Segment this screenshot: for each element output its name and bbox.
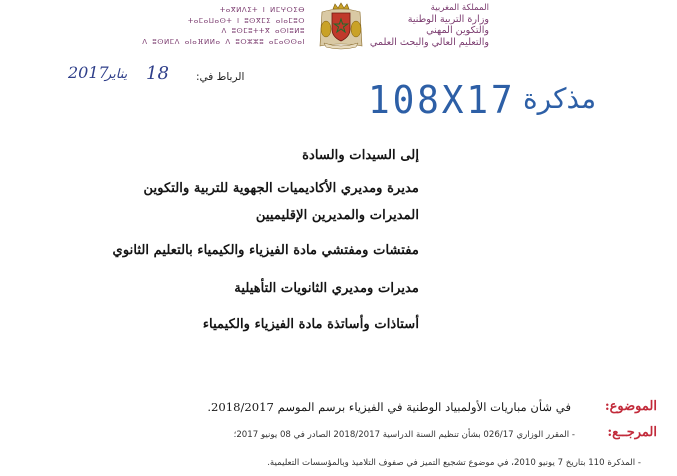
ministry-line: ⴷ ⵓⵙⵍⵎⴷ ⴰⵏⴰⴼⵍⵍⴰ ⴷ ⵓⵔⵣⵣⵓ ⴰⵎⴰⵙⵙⴰⵏ [142,36,305,46]
ministry-line: ⵜⴰⴳⵍⴷⵉⵜ ⵏ ⵍⵎⵖⵔⵉⴱ [219,5,305,14]
ministry-line: والتعليم العالي والبحث العلمي [369,36,489,48]
addressee-line: مديرة ومديري الأكاديميات الجهوية للتربية والتكوين [143,181,419,196]
ministry-line: ⴷ ⵓⵙⵎⵓⵜⵜⴳ ⴰⵙⵏⵓⵍⵓ [221,26,305,35]
addressee-line: المديرات والمديرين الإقليميين [255,208,419,223]
date-day: 18 [146,63,169,84]
ministry-line: وزارة التربية الوطنية [407,14,489,26]
subject-label: الموضوع: [604,399,657,414]
ministry-line: ⵜⴰⵎⴰⵡⴰⵙⵜ ⵏ ⵓⵙⴳⵎⵉ ⴰⵏⴰⵎⵓⵔ [187,15,305,25]
memo-number: 108X17 [368,78,516,122]
date-year: 2017 [68,63,109,82]
reference-item: - المقرر الوزاري 026/17 بشأن تنظيم السنة الدراسية 2018/2017 الصادر في 08 يونيو 2017؛ [233,430,575,440]
coat-of-arms-icon [316,2,366,50]
ministry-line: والتكوين المهني [426,25,489,37]
addressee-line: مديرات ومديري الثانويات التأهيلية [234,281,419,296]
date-month: يناير [105,67,128,82]
date-place-label: الرباط في: [196,71,245,83]
reference-item: - المذكرة 110 بتاريخ 7 يونيو 2010، في موضوع تشجيع التميز في صفوف التلاميذ وبالمؤسسات التعليمية. [267,458,641,468]
ministry-line: المملكة المغربية [430,3,489,13]
ministry-name-ar [370,3,489,48]
reference-label: المرجــع: [607,425,657,440]
memo-label: مذكرة [523,82,597,115]
addressee-line: مفتشات ومفتشي مادة الفيزياء والكيمياء بالتعليم الثانوي [112,243,419,258]
ministry-name-tifinagh [142,5,305,47]
subject-text: في شأن مباريات الأولمبياد الوطنية في الفيزياء برسم الموسم 2018/2017. [207,400,571,414]
addressee-greeting: إلى السيدات والسادة [302,148,419,163]
addressee-line: أستاذات وأساتذة مادة الفيزياء والكيمياء [202,317,419,332]
